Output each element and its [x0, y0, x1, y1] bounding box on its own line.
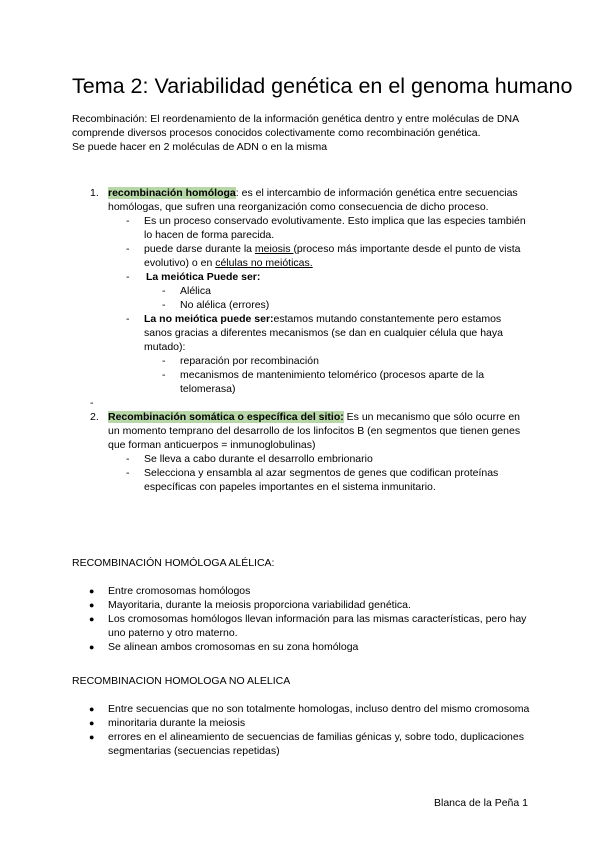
dash-marker: -: [126, 215, 130, 227]
bullet-icon: ●: [89, 718, 95, 728]
bullet-icon: ●: [89, 642, 95, 652]
dash-marker: -: [126, 271, 130, 283]
sub-sub-item-text: No alélica (errores): [180, 299, 270, 311]
section-title-non-allelic: RECOMBINACION HOMOLOGA NO ALELICA: [72, 675, 291, 687]
sub-item: [72, 242, 532, 270]
page-title: Tema 2: Variabilidad genética en el genoma humano: [72, 74, 573, 98]
sub-item: [72, 312, 532, 354]
list-item: [72, 716, 532, 730]
intro-block: [72, 112, 532, 154]
sub-sub-item: [72, 368, 532, 396]
item-number: 1.: [90, 187, 99, 199]
sub-sub-item: [72, 354, 532, 368]
list-item-text: Se alinean ambos cromosomas en su zona homóloga: [108, 641, 359, 653]
sub-item: [72, 452, 532, 466]
dash-marker: -: [162, 355, 166, 367]
dash-marker: -: [126, 467, 130, 479]
sub-item-text: puede darse durante la: [144, 243, 255, 255]
page-footer: Blanca de la Peña 1: [434, 797, 528, 809]
dash-marker: -: [126, 313, 130, 325]
dash-marker: -: [126, 243, 130, 255]
sub-item-text: (proceso más importante desde el punto de vista evolutivo) o en: [144, 243, 521, 269]
non-meiotic-cells-underlined: células no meióticas.: [215, 257, 313, 269]
list-item: [72, 702, 532, 716]
list-item: [72, 584, 532, 598]
sub-sub-item: [72, 284, 532, 298]
sub-item: [72, 270, 532, 284]
bullet-icon: ●: [89, 586, 95, 596]
list-item-text: Entre cromosomas homólogos: [108, 585, 251, 597]
sub-item-text: Se lleva a cabo durante el desarrollo embrionario: [144, 453, 373, 465]
list-item: [72, 730, 532, 758]
empty-dash-line: [72, 396, 532, 410]
term-somatic-recombination: Recombinación somática o específica del sitio:: [108, 411, 344, 423]
term-homologous-recombination: recombinación homóloga: [108, 187, 236, 199]
sub-item-text: Selecciona y ensambla al azar segmentos de genes que codifican proteínas específicas con papeles importantes en el sistema inmunitario.: [144, 467, 499, 493]
list-item-homologous: [72, 186, 532, 214]
dash-marker: -: [162, 299, 166, 311]
list-item-text: minoritaria durante la meiosis: [108, 717, 246, 729]
sub-sub-item-text: Alélica: [180, 285, 211, 297]
sub-item-text: Es un proceso conservado evolutivamente. Esto implica que las especies también lo hacen de forma parecida.: [144, 215, 526, 241]
list-item-text: Los cromosomas homólogos llevan información para las mismas características, pero hay uno paterno y otro materno.: [108, 613, 527, 639]
list-item: [72, 598, 532, 612]
dash-marker: -: [162, 285, 166, 297]
list-item-text: Mayoritaria, durante la meiosis proporciona variabilidad genética.: [108, 599, 411, 611]
sub-item-text: estamos mutando constantemente pero estamos sanos gracias a diferentes mecanismos (se dan en cualquier célula que haya mutado):: [144, 313, 503, 353]
dash-marker: -: [162, 369, 166, 381]
item-number: 2.: [90, 411, 99, 423]
allelic-bullet-list: [72, 584, 532, 654]
meiosis-underlined: meiosis: [254, 243, 294, 255]
bullet-icon: ●: [89, 704, 95, 714]
intro-paragraph-2: Se puede hacer en 2 moléculas de ADN o en la misma: [72, 141, 328, 153]
bullet-icon: ●: [89, 614, 95, 624]
sub-sub-item: [72, 298, 532, 312]
dash-marker: -: [90, 397, 94, 409]
recombination-types-list: [72, 186, 532, 494]
bullet-icon: ●: [89, 732, 95, 742]
sub-sub-item-text: mecanismos de mantenimiento telomérico (procesos aparte de la telomerasa): [180, 369, 485, 395]
sub-sub-item-text: reparación por recombinación: [180, 355, 319, 367]
sub-item: [72, 214, 532, 242]
bullet-icon: ●: [89, 600, 95, 610]
non-allelic-bullet-list: [72, 702, 532, 758]
non-meiotic-heading: La no meiótica puede ser:: [144, 313, 274, 325]
term-definition: Es un mecanismo que sólo ocurre en un momento temprano del desarrollo de los linfocitos B (en segmentos que tienen genes que forman anticuerpos = inmunoglobulinas): [108, 411, 521, 451]
sub-item: [72, 466, 532, 494]
list-item-text: errores en el alineamiento de secuencias de familias génicas y, sobre todo, duplicaciones segmentarias (secuencias repetidas): [108, 731, 524, 757]
term-definition: : es el intercambio de información genética entre secuencias homólogas, que sufren una reorganización como consecuencia de dicho proceso.: [108, 187, 518, 213]
list-item-text: Entre secuencias que no son totalmente homologas, incluso dentro del mismo cromosoma: [108, 703, 530, 715]
section-title-allelic: RECOMBINACIÓN HOMÓLOGA ALÉLICA:: [72, 557, 275, 569]
dash-marker: -: [126, 453, 130, 465]
intro-paragraph: Recombinación: El reordenamiento de la información genética dentro y entre moléculas de DNA comprende diversos procesos conocidos colectivamente como recombinación genética.: [72, 113, 519, 139]
list-item: [72, 612, 532, 640]
meiotic-heading: La meiótica Puede ser:: [146, 271, 261, 283]
list-item: [72, 640, 532, 654]
list-item-somatic: [72, 410, 532, 452]
